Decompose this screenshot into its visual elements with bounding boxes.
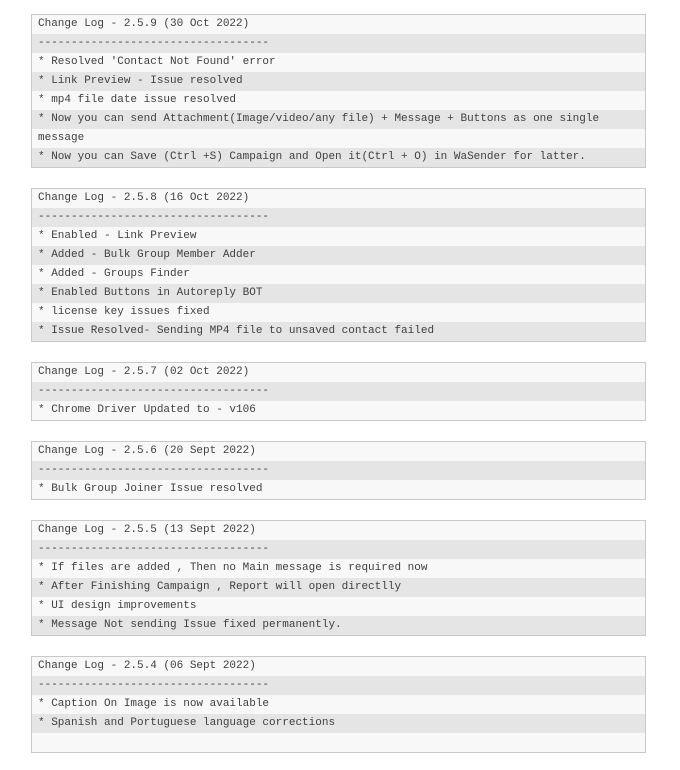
changelog-section-divider: ----------------------------------- bbox=[32, 208, 645, 227]
changelog-line: * UI design improvements bbox=[32, 597, 645, 616]
changelog-line: * Now you can Save (Ctrl +S) Campaign and Open it(Ctrl + O) in WaSender for latter. bbox=[32, 148, 645, 167]
changelog-line: * Bulk Group Joiner Issue resolved bbox=[32, 480, 645, 499]
changelog-section-title: Change Log - 2.5.8 (16 Oct 2022) bbox=[32, 189, 645, 208]
changelog-section-divider: ----------------------------------- bbox=[32, 540, 645, 559]
changelog-line: * Now you can send Attachment(Image/video/any file) + Message + Buttons as one single bbox=[32, 110, 645, 129]
changelog-line: * After Finishing Campaign , Report will open directlly bbox=[32, 578, 645, 597]
changelog-line: * Added - Bulk Group Member Adder bbox=[32, 246, 645, 265]
changelog-sections bbox=[31, 14, 646, 753]
changelog-section-title: Change Log - 2.5.4 (06 Sept 2022) bbox=[32, 657, 645, 676]
changelog-line: * license key issues fixed bbox=[32, 303, 645, 322]
changelog-line bbox=[32, 733, 645, 752]
changelog-section bbox=[31, 362, 646, 421]
changelog-line: * Spanish and Portuguese language corrections bbox=[32, 714, 645, 733]
changelog-section bbox=[31, 520, 646, 636]
changelog-section-title: Change Log - 2.5.7 (02 Oct 2022) bbox=[32, 363, 645, 382]
changelog-section bbox=[31, 656, 646, 753]
changelog-line: * Enabled Buttons in Autoreply BOT bbox=[32, 284, 645, 303]
changelog-line: * If files are added , Then no Main message is required now bbox=[32, 559, 645, 578]
changelog-line: * Message Not sending Issue fixed permanently. bbox=[32, 616, 645, 635]
changelog-line: * Link Preview - Issue resolved bbox=[32, 72, 645, 91]
changelog-section-title: Change Log - 2.5.6 (20 Sept 2022) bbox=[32, 442, 645, 461]
changelog-section-divider: ----------------------------------- bbox=[32, 34, 645, 53]
changelog-section-divider: ----------------------------------- bbox=[32, 382, 645, 401]
changelog-line: * Resolved 'Contact Not Found' error bbox=[32, 53, 645, 72]
changelog-line: * Issue Resolved- Sending MP4 file to unsaved contact failed bbox=[32, 322, 645, 341]
changelog-line: * Chrome Driver Updated to - v106 bbox=[32, 401, 645, 420]
changelog-section bbox=[31, 441, 646, 500]
changelog-line: * mp4 file date issue resolved bbox=[32, 91, 645, 110]
changelog-section-divider: ----------------------------------- bbox=[32, 461, 645, 480]
changelog-section-title: Change Log - 2.5.9 (30 Oct 2022) bbox=[32, 15, 645, 34]
changelog-line: * Added - Groups Finder bbox=[32, 265, 645, 284]
changelog-line: message bbox=[32, 129, 645, 148]
changelog-line: * Enabled - Link Preview bbox=[32, 227, 645, 246]
changelog-section bbox=[31, 14, 646, 168]
changelog-section bbox=[31, 188, 646, 342]
changelog-section-title: Change Log - 2.5.5 (13 Sept 2022) bbox=[32, 521, 645, 540]
changelog-line: * Caption On Image is now available bbox=[32, 695, 645, 714]
changelog-section-divider: ----------------------------------- bbox=[32, 676, 645, 695]
